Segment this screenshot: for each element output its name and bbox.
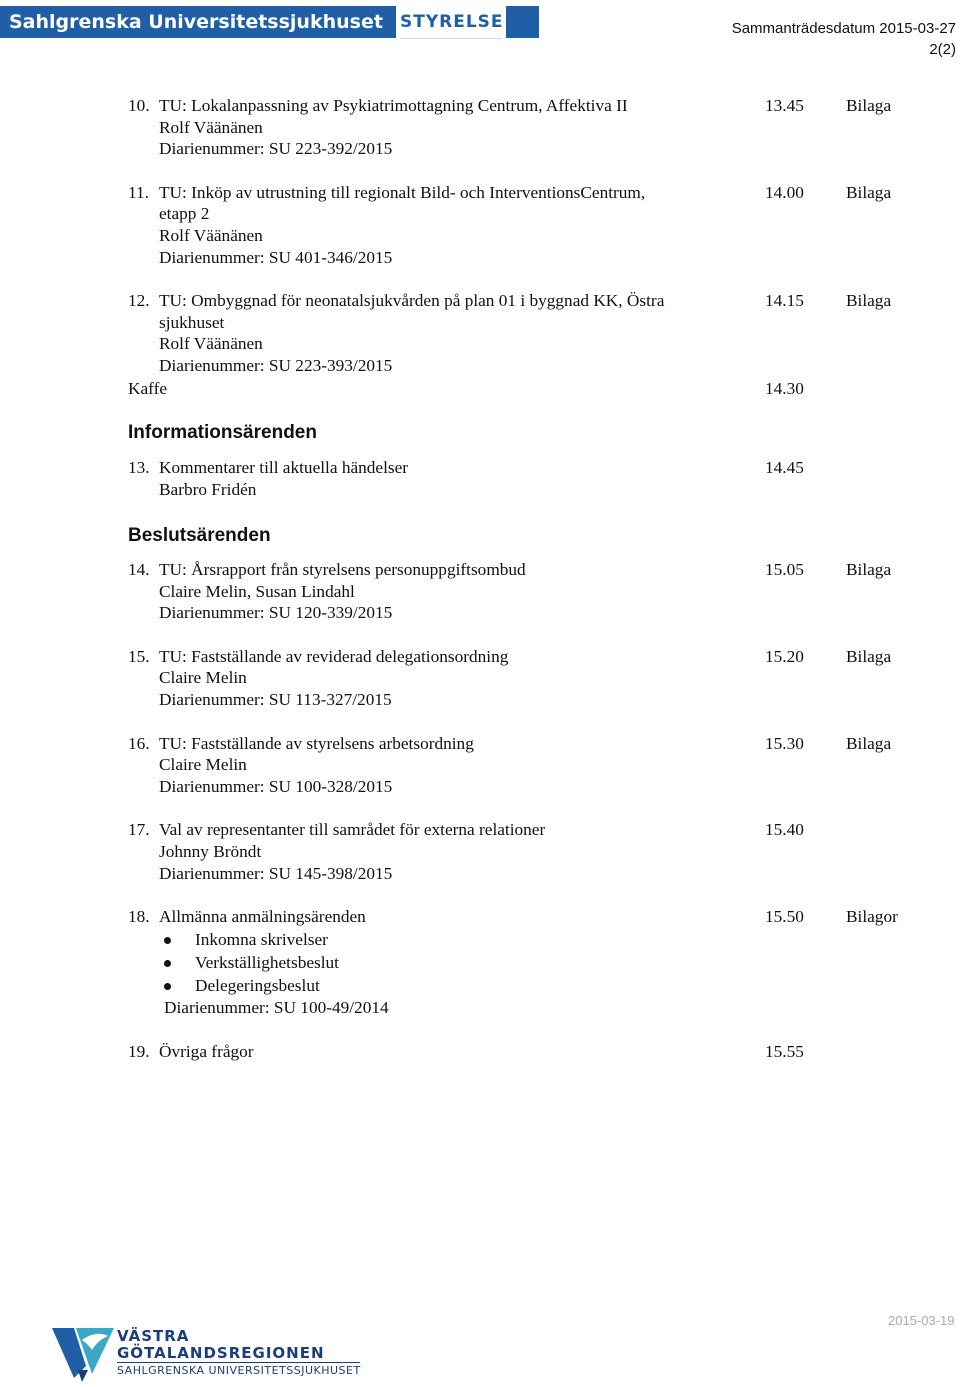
item-title: Val av representanter till samrådet för externa relationer <box>159 820 546 840</box>
item-time: 14.00 <box>765 182 804 202</box>
break-time: 14.30 <box>765 379 804 398</box>
item-attachment: Bilaga <box>846 182 892 202</box>
item-detail: Diarienummer: SU 100-49/2014 <box>164 998 389 1017</box>
item-detail: Rolf Väänänen <box>159 334 263 354</box>
bullet-item: Verkställighetsbeslut <box>195 953 339 972</box>
bullet-dot <box>164 983 171 990</box>
header-org-banner <box>0 6 396 38</box>
item-title: Övriga frågor <box>159 1042 254 1061</box>
item-detail: Diarienummer: SU 223-392/2015 <box>159 139 393 159</box>
item-attachment: Bilagor <box>846 907 898 926</box>
item-time: 14.45 <box>765 458 804 477</box>
item-number: 16. <box>128 733 150 753</box>
item-time: 15.50 <box>765 907 804 926</box>
item-title: Allmänna anmälningsärenden <box>159 907 366 926</box>
item-detail: Diarienummer: SU 223-393/2015 <box>159 356 393 375</box>
logo-line-2: GÖTALANDSREGIONEN <box>117 1344 325 1362</box>
item-detail: Barbro Fridén <box>159 479 257 499</box>
print-date: 2015-03-19 <box>888 1313 955 1328</box>
item-detail: Diarienummer: SU 401-346/2015 <box>159 247 393 267</box>
item-detail: Claire Melin, Susan Lindahl <box>159 581 355 601</box>
item-attachment: Bilaga <box>846 733 892 753</box>
logo-line-1: VÄSTRA <box>117 1327 190 1345</box>
item-attachment: Bilaga <box>846 291 892 311</box>
item-detail: Diarienummer: SU 120-339/2015 <box>159 603 393 623</box>
item-detail: Claire Melin <box>159 755 247 775</box>
item-number: 13. <box>128 458 150 477</box>
item-time: 15.20 <box>765 646 804 666</box>
item-detail: Johnny Bröndt <box>159 842 262 861</box>
bullet-dot <box>164 960 171 967</box>
item-detail: sjukhuset <box>159 312 225 332</box>
break-label: Kaffe <box>128 379 168 398</box>
item-title: TU: Fastställande av styrelsens arbetsordning <box>159 733 474 753</box>
item-number: 18. <box>128 907 150 926</box>
org-name: Sahlgrenska Universitetssjukhuset <box>9 11 383 33</box>
item-time: 13.45 <box>765 96 804 115</box>
bullet-item: Inkomna skrivelser <box>195 930 328 949</box>
item-detail: Diarienummer: SU 145-398/2015 <box>159 863 393 883</box>
item-title: TU: Årsrapport från styrelsens personuppgiftsombud <box>159 560 526 579</box>
item-detail: Diarienummer: SU 100-328/2015 <box>159 776 393 796</box>
item-attachment: Bilaga <box>846 96 892 115</box>
item-detail: Diarienummer: SU 113-327/2015 <box>159 690 392 709</box>
item-number: 11. <box>128 182 149 202</box>
bullet-item: Delegeringsbeslut <box>195 976 320 995</box>
board-label: STYRELSE <box>400 6 502 39</box>
header-square <box>506 6 539 38</box>
item-number: 15. <box>128 646 150 666</box>
item-time: 14.15 <box>765 291 804 311</box>
item-attachment: Bilaga <box>846 646 892 666</box>
logo-line-3: SAHLGRENSKA UNIVERSITETSSJUKHUSET <box>117 1364 361 1377</box>
item-detail: etapp 2 <box>159 204 210 224</box>
item-number: 19. <box>128 1042 150 1061</box>
item-number: 12. <box>128 291 150 311</box>
section-heading-information: Informationsärenden <box>128 422 317 443</box>
item-time: 15.40 <box>765 820 804 840</box>
item-attachment: Bilaga <box>846 560 892 579</box>
item-time: 15.05 <box>765 560 804 579</box>
logo-divider <box>117 1362 360 1363</box>
item-title: TU: Fastställande av reviderad delegationsordning <box>159 646 509 666</box>
item-time: 15.30 <box>765 733 804 753</box>
item-time: 15.55 <box>765 1042 804 1061</box>
item-number: 10. <box>128 96 150 115</box>
item-title: TU: Lokalanpassning av Psykiatrimottagning Centrum, Affektiva II <box>159 96 628 115</box>
item-detail: Rolf Väänänen <box>159 226 263 245</box>
item-detail: Claire Melin <box>159 668 247 688</box>
item-number: 17. <box>128 820 150 840</box>
page-number: 2(2) <box>929 41 956 58</box>
bullet-dot <box>164 937 171 944</box>
item-detail: Rolf Väänänen <box>159 117 263 137</box>
vgr-logo-icon <box>52 1326 116 1382</box>
item-number: 14. <box>128 560 150 579</box>
item-title: TU: Inköp av utrustning till regionalt Bild- och InterventionsCentrum, <box>159 182 646 202</box>
item-title: Kommentarer till aktuella händelser <box>159 458 409 477</box>
item-title: TU: Ombyggnad för neonatalsjukvården på plan 01 i byggnad KK, Östra <box>159 291 665 311</box>
section-heading-decisions: Beslutsärenden <box>128 525 271 546</box>
vgr-logo <box>52 1326 362 1382</box>
meeting-date: Sammanträdesdatum 2015-03-27 <box>731 20 956 37</box>
